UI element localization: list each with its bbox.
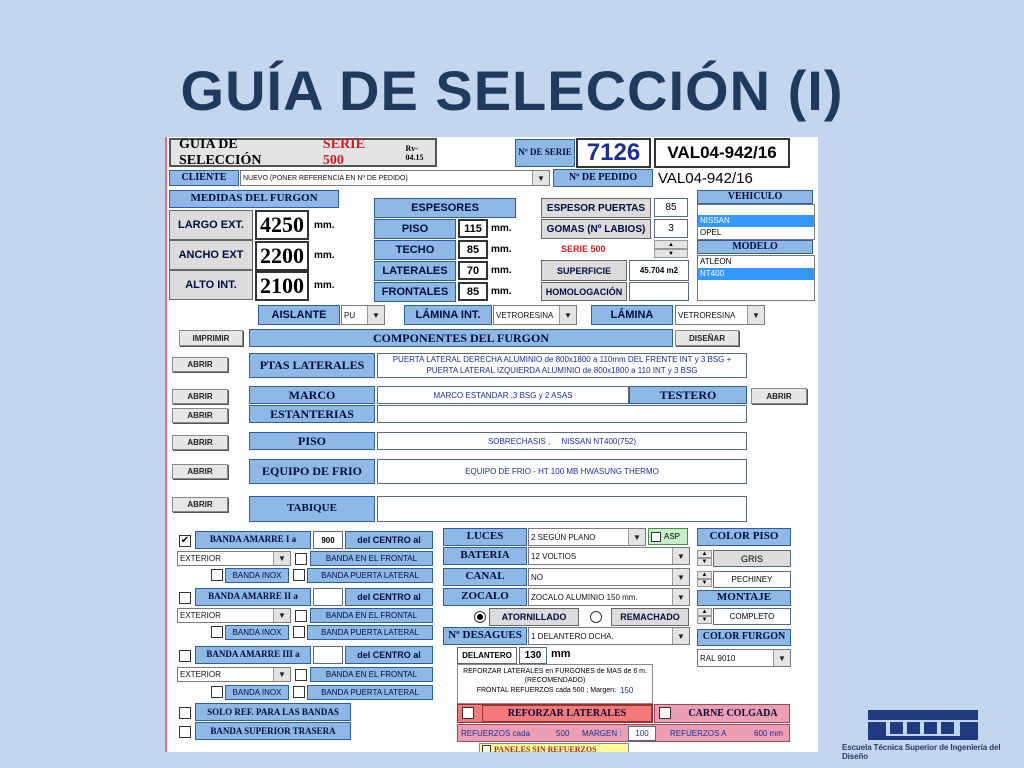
banda-group-2 [175, 586, 435, 642]
banda-3-puerta-label: BANDA PUERTA LATERAL [307, 685, 433, 700]
chevron-down-icon[interactable]: ▼ [273, 609, 290, 622]
piso-value[interactable]: 115 [458, 219, 488, 238]
ancho-value[interactable]: 2200 [255, 241, 309, 271]
ptas-label: PTAS LATERALES [249, 353, 375, 378]
banda-superior-checkbox[interactable] [179, 726, 191, 738]
banda-1-select-value: EXTERIOR [180, 554, 221, 563]
abrir-frio-button[interactable]: ABRIR [172, 464, 228, 479]
banda-3-centro: del CENTRO al [345, 646, 433, 664]
reforzar-checkbox[interactable] [462, 707, 474, 719]
banda-1-inox-checkbox[interactable] [211, 569, 223, 581]
desagues-select[interactable] [528, 627, 690, 645]
techo-unit: mm. [491, 244, 512, 255]
marco-label: MARCO [249, 386, 375, 404]
banda-1-checkbox[interactable]: ✔ [180, 535, 190, 546]
lamina-int-value: VETRORESINA [496, 310, 554, 320]
chevron-down-icon[interactable]: ▼ [747, 306, 764, 324]
piso-label: PISO [374, 219, 456, 239]
largo-label: LARGO EXT. [169, 210, 253, 240]
pedido-label: Nº DE PEDIDO [553, 169, 653, 187]
chevron-down-icon[interactable]: ▼ [672, 548, 689, 564]
imprimir-button[interactable]: IMPRIMIR [179, 330, 243, 346]
color-furgon-value: RAL 9010 [700, 653, 736, 663]
vehiculo-item[interactable]: NISSAN [698, 215, 814, 227]
refuerzos-row [457, 724, 790, 742]
homologacion-label: HOMOLOGACIÓN [541, 282, 627, 301]
tabique-label: TABIQUE [249, 496, 375, 522]
serie-no-value[interactable]: 7126 [576, 138, 651, 168]
zocalo-label: ZOCALO [443, 588, 527, 606]
pedido-value[interactable]: VAL04-942/16 [655, 169, 791, 187]
laterales-unit: mm. [491, 265, 512, 276]
color-piso-2-value[interactable]: PECHINEY [713, 571, 791, 588]
espesor-puertas-label: ESPESOR PUERTAS [541, 198, 651, 218]
series-title: SERIE 500 [322, 137, 365, 168]
banda-1-inox-label: BANDA INOX [225, 568, 289, 583]
chevron-down-icon[interactable]: ▼ [559, 306, 576, 324]
bateria-label: BATERIA [443, 547, 527, 565]
banda-2-select[interactable] [177, 608, 291, 623]
selection-guide-form [165, 137, 818, 752]
serie-no-label: Nº DE SERIE [515, 139, 575, 167]
aislante-value: PU [344, 310, 356, 320]
banda-2-puerta-checkbox[interactable] [293, 626, 305, 638]
chevron-down-icon[interactable]: ▼ [273, 552, 290, 565]
school-name: Escuela Técnica Superior de Ingeniería del Diseño [842, 743, 1001, 761]
zocalo-select[interactable] [528, 588, 690, 606]
abrir-estanterias-button[interactable]: ABRIR [172, 408, 228, 423]
ancho-unit: mm. [314, 250, 335, 261]
chevron-down-icon[interactable]: ▼ [532, 171, 549, 185]
reforzar-row [457, 704, 653, 723]
color-furgon-label: COLOR FURGON [697, 629, 791, 646]
guide-title: GUIA DE SELECCIÓN [179, 137, 262, 168]
aislante-select[interactable] [341, 305, 385, 325]
banda-3-inox-label: BANDA INOX [225, 685, 289, 700]
asp-checkbox[interactable] [651, 532, 661, 542]
delantero-unit: mm [551, 648, 571, 660]
largo-unit: mm. [314, 220, 335, 231]
modelo-item[interactable]: ATLEON [700, 257, 732, 266]
laterales-label: LATERALES [374, 261, 456, 281]
superficie-label: SUPERFICIE [541, 260, 627, 281]
gomas-label: GOMAS (Nº LABIOS) [541, 219, 651, 239]
desagues-label: Nº DESAGUES [443, 627, 527, 645]
frontales-label: FRONTALES [374, 282, 456, 302]
delantero-label: DELANTERO [457, 647, 517, 664]
alto-value[interactable]: 2100 [255, 271, 309, 301]
chevron-down-icon[interactable]: ▼ [672, 628, 689, 644]
asp-option[interactable] [648, 528, 688, 545]
chevron-down-icon[interactable]: ▼ [672, 589, 689, 605]
carne-row [654, 704, 790, 723]
reference-main[interactable]: VAL04-942/16 [654, 138, 790, 168]
modelo-item[interactable]: NT400 [698, 268, 814, 280]
margen-value[interactable]: 100 [628, 726, 656, 741]
medidas-title: MEDIDAS DEL FURGON [169, 190, 339, 208]
remachado-radio[interactable] [590, 611, 602, 623]
color-furgon-select[interactable] [697, 649, 791, 667]
luces-value: 2 SEGÚN PLANO [531, 532, 596, 542]
color-piso-up[interactable]: ▲ [697, 550, 712, 558]
banda-1-frontal-label: BANDA EN EL FRONTAL [310, 551, 433, 566]
banda-3-value[interactable] [313, 646, 343, 664]
reforzar-note-text-1: REFORZAR LATERALES en FURGONES de MAS de 6 m.(RECOMENDADO) [463, 668, 647, 685]
lamina-select[interactable] [675, 305, 765, 325]
componentes-title: COMPONENTES DEL FURGON [249, 329, 673, 347]
aislante-label: AISLANTE [258, 305, 340, 325]
lamina-value: VETRORESINA [678, 310, 736, 320]
banda-group-1 [175, 529, 435, 585]
reforzar-note-line-2 [460, 686, 650, 697]
homologacion-value[interactable] [629, 282, 689, 301]
color-piso-2-up[interactable]: ▲ [697, 571, 712, 579]
school-logo-icon [868, 710, 978, 740]
desagues-value: 1 DELANTERO DCHA. [531, 631, 614, 641]
banda-3-frontal-label: BANDA EN EL FRONTAL [310, 667, 433, 682]
carne-label: CARNE COLGADA [688, 708, 778, 719]
alto-unit: mm. [314, 280, 335, 291]
carne-checkbox[interactable] [659, 707, 671, 719]
solo-ref-checkbox[interactable] [179, 707, 191, 719]
banda-superior-label: BANDA SUPERIOR TRASERA [195, 722, 351, 740]
banda-2-frontal-checkbox[interactable] [295, 610, 307, 622]
montaje-label: MONTAJE [697, 590, 791, 606]
refuerzos-cada-value: 500 [556, 729, 570, 738]
canal-label: CANAL [443, 568, 527, 586]
color-piso-label: COLOR PISO [697, 528, 791, 546]
banda-3-puerta-checkbox[interactable] [293, 686, 305, 698]
piso-unit: mm. [491, 223, 512, 234]
banda-3-inox-checkbox[interactable] [211, 686, 223, 698]
banda-2-puerta-label: BANDA PUERTA LATERAL [307, 625, 433, 640]
frontales-unit: mm. [491, 286, 512, 297]
disenar-button[interactable]: DISEÑAR [675, 330, 739, 346]
modelo-label: MODELO [697, 240, 813, 254]
refuerzos-a-value: 600 mm [754, 729, 783, 738]
estanterias-label: ESTANTERIAS [249, 405, 375, 423]
bateria-value: 12 VOLTIOS [531, 551, 577, 561]
delantero-group [455, 647, 655, 665]
frio-value[interactable]: EQUIPO DE FRIO - HT 100 MB HWASUNG THERMO [377, 459, 747, 484]
asp-label: ASP [664, 532, 681, 541]
espesores-title: ESPESORES [374, 198, 516, 218]
tabique-value[interactable] [377, 496, 747, 522]
luces-label: LUCES [443, 528, 527, 546]
paneles-checkbox[interactable] [482, 745, 491, 753]
abrir-tabique-button[interactable]: ABRIR [172, 497, 228, 512]
banda-2-checkbox[interactable] [179, 592, 191, 604]
marco-value[interactable]: MARCO ESTANDAR ,3 BSG y 2 ASAS [377, 386, 629, 404]
refuerzos-a-label: REFUERZOS A [670, 729, 727, 738]
banda-2-label: BANDA AMARRE II a [195, 588, 311, 606]
atornillado-radio[interactable] [474, 611, 486, 623]
banda-1-value[interactable]: 900 [313, 531, 343, 549]
banda-1-select[interactable] [177, 551, 291, 566]
margen-label: MARGEN : [582, 729, 622, 738]
slide-title: GUÍA DE SELECCIÓN (I) [180, 59, 844, 122]
zocalo-value: ZOCALO ALUMINIO 150 mm. [531, 592, 638, 602]
reforzar-note [457, 664, 653, 704]
alto-label: ALTO INT. [169, 270, 253, 300]
chevron-down-icon[interactable]: ▼ [672, 569, 689, 585]
banda-1-label: BANDA AMARRE I a [195, 531, 311, 549]
vehiculo-list[interactable] [697, 204, 815, 240]
delantero-value[interactable]: 130 [519, 647, 547, 664]
lamina-int-label: LÁMINA INT. [404, 305, 492, 325]
banda-1-centro: del CENTRO al [345, 531, 433, 549]
color-piso-down[interactable]: ▼ [697, 558, 712, 566]
laterales-value[interactable]: 70 [458, 261, 488, 280]
largo-value[interactable]: 4250 [255, 210, 309, 240]
gomas-value[interactable]: 3 [654, 219, 688, 238]
vehiculo-item[interactable]: OPEL [700, 228, 722, 237]
testero-label: TESTERO [629, 386, 747, 404]
banda-1-puerta-label: BANDA PUERTA LATERAL [307, 568, 433, 583]
chevron-down-icon[interactable]: ▼ [367, 306, 384, 324]
banda-group-3 [175, 644, 435, 702]
piso-comp-label: PISO [249, 432, 375, 450]
ancho-label: ANCHO EXT [169, 240, 253, 270]
techo-value[interactable]: 85 [458, 240, 488, 259]
montaje-up[interactable]: ▲ [697, 608, 712, 616]
lamina-int-select[interactable] [493, 305, 577, 325]
atornillado-label: ATORNILLADO [489, 608, 579, 626]
reforzar-label: REFORZAR LATERALES [482, 705, 652, 722]
chevron-down-icon[interactable]: ▼ [628, 529, 645, 545]
frio-label: EQUIPO DE FRIO [249, 459, 375, 484]
espesor-puertas-value[interactable]: 85 [654, 198, 688, 217]
cliente-value: NUEVO (PONER REFERENCIA EN Nº DE PEDIDO) [243, 174, 408, 182]
color-piso-value[interactable]: GRIS [713, 550, 791, 567]
color-piso-2-down[interactable]: ▼ [697, 579, 712, 587]
abrir-testero-button[interactable]: ABRIR [751, 388, 807, 404]
banda-2-inox-label: BANDA INOX [225, 625, 289, 640]
banda-2-select-value: EXTERIOR [180, 611, 221, 620]
ptas-value[interactable]: PUERTA LATERAL DERECHA ALUMINIO de 800x1800 a 110mm DEL FRENTE INT y 3 BSG + PUERTA LATERAL IZQUIERDA ALUMINIO de 800x1800 a 110 INT y 3 BSG [377, 353, 747, 378]
remachado-label: REMACHADO [611, 608, 689, 626]
banda-3-label: BANDA AMARRE III a [195, 646, 311, 664]
banda-3-select[interactable] [177, 667, 291, 682]
banda-1-frontal-checkbox[interactable] [295, 553, 307, 565]
refuerzos-cada-label: REFUERZOS cada [461, 729, 530, 738]
reforzar-note-text-2: FRONTAL REFUERZOS cada 500 ; Margen: [476, 686, 616, 694]
piso-comp-value[interactable]: SOBRECHASIS , NISSAN NT400(752) [377, 432, 747, 450]
bateria-select[interactable] [528, 547, 690, 565]
montaje-down[interactable]: ▼ [697, 616, 712, 624]
frontales-value[interactable]: 85 [458, 282, 488, 301]
vehiculo-label: VEHICULO [697, 190, 813, 204]
canal-value: NO [531, 572, 543, 582]
guide-title-box [169, 138, 437, 167]
superficie-value: 45.704 m2 [629, 260, 689, 281]
banda-2-centro: del CENTRO al [345, 588, 433, 606]
chevron-down-icon[interactable]: ▼ [273, 668, 290, 681]
estanterias-value[interactable] [377, 405, 747, 423]
modelo-list[interactable] [697, 255, 815, 301]
luces-select[interactable] [528, 528, 646, 546]
abrir-marco-button[interactable]: ABRIR [172, 389, 228, 404]
spin-down-button[interactable]: ▼ [654, 249, 688, 258]
montaje-value[interactable]: COMPLETO [713, 608, 791, 625]
lamina-label: LÁMINA [591, 305, 673, 325]
techo-label: TECHO [374, 240, 456, 260]
banda-2-frontal-label: BANDA EN EL FRONTAL [310, 608, 433, 623]
spin-up-button[interactable]: ▲ [654, 240, 688, 249]
cliente-select[interactable] [240, 170, 550, 186]
paneles-label: PANELES SIN REFUERZOS [494, 744, 597, 752]
banda-3-frontal-checkbox[interactable] [295, 669, 307, 681]
abrir-ptas-button[interactable]: ABRIR [172, 357, 228, 372]
revision: Rv-04.15 [405, 143, 424, 162]
serie-text: SERIE 500 [561, 244, 606, 254]
banda-1-puerta-checkbox[interactable] [293, 569, 305, 581]
abrir-piso-button[interactable]: ABRIR [172, 435, 228, 450]
banda-2-inox-checkbox[interactable] [211, 626, 223, 638]
chevron-down-icon[interactable]: ▼ [773, 650, 790, 666]
banda-3-checkbox[interactable] [179, 650, 191, 662]
paneles-row [479, 743, 629, 752]
solo-ref-label: SOLO REF. PARA LAS BANDAS [195, 703, 351, 721]
reforzar-margin: 150 [619, 685, 634, 695]
cliente-label: CLIENTE [169, 170, 239, 186]
banda-2-value[interactable] [313, 588, 343, 606]
banda-3-select-value: EXTERIOR [180, 670, 221, 679]
canal-select[interactable] [528, 568, 690, 586]
